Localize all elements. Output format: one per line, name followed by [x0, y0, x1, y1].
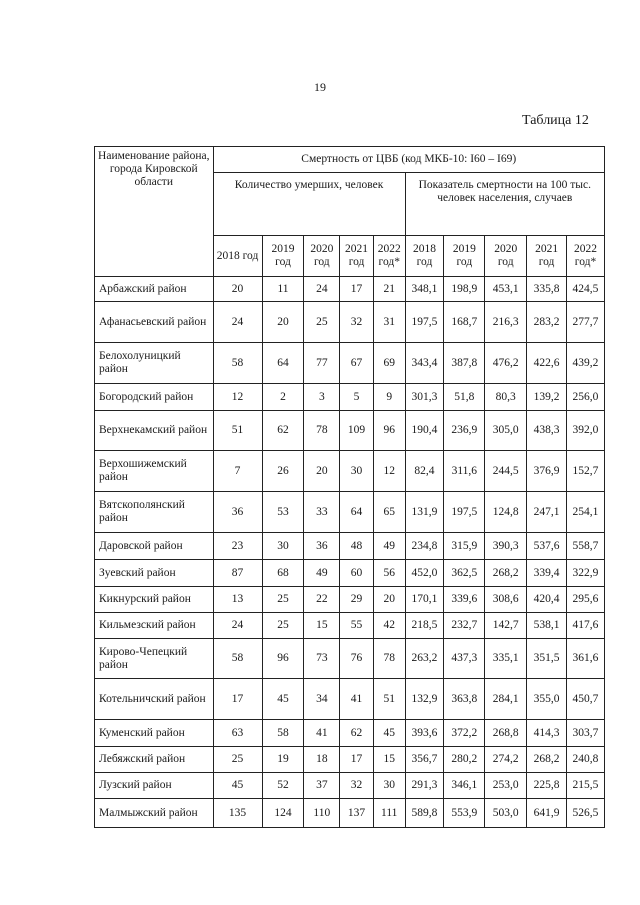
deaths-cell: 135 [213, 799, 262, 828]
rate-cell: 526,5 [566, 799, 604, 828]
header-year: 2022 год* [566, 236, 604, 277]
rate-cell: 348,1 [405, 277, 444, 302]
deaths-cell: 2 [262, 384, 304, 411]
deaths-cell: 41 [304, 720, 340, 747]
rate-cell: 343,4 [405, 343, 444, 384]
rate-cell: 339,6 [444, 587, 485, 613]
rate-cell: 305,0 [485, 411, 527, 451]
deaths-cell: 64 [340, 492, 374, 533]
rate-cell: 335,1 [485, 639, 527, 679]
table-row [95, 302, 605, 343]
rate-cell: 393,6 [405, 720, 444, 747]
deaths-cell: 17 [213, 679, 262, 720]
district-name: Верхнекамский район [95, 411, 214, 451]
rate-cell: 322,9 [566, 560, 604, 587]
deaths-cell: 58 [213, 639, 262, 679]
table-row [95, 451, 605, 492]
rate-cell: 268,8 [485, 720, 527, 747]
deaths-cell: 32 [340, 302, 374, 343]
deaths-cell: 32 [340, 773, 374, 799]
deaths-cell: 29 [340, 587, 374, 613]
table-row [95, 679, 605, 720]
rate-cell: 247,1 [527, 492, 567, 533]
deaths-cell: 56 [373, 560, 405, 587]
deaths-cell: 15 [304, 613, 340, 639]
deaths-cell: 55 [340, 613, 374, 639]
rate-cell: 438,3 [527, 411, 567, 451]
district-name: Даровской район [95, 533, 214, 560]
table-row [95, 560, 605, 587]
rate-cell: 268,2 [485, 560, 527, 587]
deaths-cell: 78 [373, 639, 405, 679]
rate-cell: 351,5 [527, 639, 567, 679]
district-name: Малмыжский район [95, 799, 214, 828]
deaths-cell: 49 [304, 560, 340, 587]
rate-cell: 450,7 [566, 679, 604, 720]
rate-cell: 372,2 [444, 720, 485, 747]
rate-cell: 476,2 [485, 343, 527, 384]
header-year: 2020 год [485, 236, 527, 277]
table-row [95, 720, 605, 747]
rate-cell: 641,9 [527, 799, 567, 828]
district-name: Кильмезский район [95, 613, 214, 639]
header-year: 2020 год [304, 236, 340, 277]
rate-cell: 553,9 [444, 799, 485, 828]
district-name: Кирово-Чепецкий район [95, 639, 214, 679]
header-year: 2018 год [213, 236, 262, 277]
table-row [95, 587, 605, 613]
rate-cell: 253,0 [485, 773, 527, 799]
rate-cell: 131,9 [405, 492, 444, 533]
deaths-cell: 25 [213, 747, 262, 773]
deaths-cell: 25 [262, 613, 304, 639]
deaths-cell: 24 [213, 613, 262, 639]
deaths-cell: 62 [262, 411, 304, 451]
rate-cell: 420,4 [527, 587, 567, 613]
rate-cell: 198,9 [444, 277, 485, 302]
deaths-cell: 12 [373, 451, 405, 492]
deaths-cell: 62 [340, 720, 374, 747]
deaths-cell: 31 [373, 302, 405, 343]
deaths-cell: 13 [213, 587, 262, 613]
rate-cell: 170,1 [405, 587, 444, 613]
header-year: 2018 год [405, 236, 444, 277]
table-row [95, 773, 605, 799]
deaths-cell: 49 [373, 533, 405, 560]
rate-cell: 363,8 [444, 679, 485, 720]
rate-cell: 291,3 [405, 773, 444, 799]
rate-cell: 190,4 [405, 411, 444, 451]
rate-cell: 284,1 [485, 679, 527, 720]
header-year: 2021 год [527, 236, 567, 277]
rate-cell: 422,6 [527, 343, 567, 384]
deaths-cell: 18 [304, 747, 340, 773]
table-row [95, 639, 605, 679]
rate-cell: 124,8 [485, 492, 527, 533]
deaths-cell: 30 [262, 533, 304, 560]
district-name: Вятскополянский район [95, 492, 214, 533]
deaths-cell: 58 [262, 720, 304, 747]
deaths-cell: 73 [304, 639, 340, 679]
rate-cell: 301,3 [405, 384, 444, 411]
deaths-cell: 9 [373, 384, 405, 411]
rate-cell: 132,9 [405, 679, 444, 720]
rate-cell: 339,4 [527, 560, 567, 587]
district-name: Арбажский район [95, 277, 214, 302]
rate-cell: 311,6 [444, 451, 485, 492]
rate-cell: 232,7 [444, 613, 485, 639]
deaths-cell: 20 [213, 277, 262, 302]
deaths-cell: 30 [340, 451, 374, 492]
rate-cell: 361,6 [566, 639, 604, 679]
deaths-cell: 23 [213, 533, 262, 560]
deaths-cell: 15 [373, 747, 405, 773]
deaths-cell: 76 [340, 639, 374, 679]
deaths-cell: 110 [304, 799, 340, 828]
deaths-cell: 65 [373, 492, 405, 533]
rate-cell: 439,2 [566, 343, 604, 384]
header-name-column: Наименование района, города Кировской области [95, 147, 214, 277]
deaths-cell: 20 [262, 302, 304, 343]
table-row [95, 492, 605, 533]
rate-cell: 280,2 [444, 747, 485, 773]
rate-cell: 80,3 [485, 384, 527, 411]
deaths-cell: 60 [340, 560, 374, 587]
rate-cell: 216,3 [485, 302, 527, 343]
header-rate: Показатель смертности на 100 тыс. человек населения, случаев [405, 173, 604, 236]
header-year: 2019 год [444, 236, 485, 277]
district-name: Афанасьевский район [95, 302, 214, 343]
rate-cell: 452,0 [405, 560, 444, 587]
deaths-cell: 17 [340, 747, 374, 773]
deaths-cell: 77 [304, 343, 340, 384]
deaths-cell: 68 [262, 560, 304, 587]
page-number: 19 [314, 80, 326, 94]
deaths-cell: 21 [373, 277, 405, 302]
rate-cell: 503,0 [485, 799, 527, 828]
district-name: Белохолуницкий район [95, 343, 214, 384]
rate-cell: 295,6 [566, 587, 604, 613]
rate-cell: 168,7 [444, 302, 485, 343]
deaths-cell: 7 [213, 451, 262, 492]
district-name: Куменский район [95, 720, 214, 747]
rate-cell: 390,3 [485, 533, 527, 560]
rate-cell: 197,5 [405, 302, 444, 343]
rate-cell: 335,8 [527, 277, 567, 302]
deaths-cell: 30 [373, 773, 405, 799]
deaths-cell: 11 [262, 277, 304, 302]
deaths-cell: 78 [304, 411, 340, 451]
rate-cell: 197,5 [444, 492, 485, 533]
deaths-cell: 51 [213, 411, 262, 451]
deaths-cell: 87 [213, 560, 262, 587]
deaths-cell: 24 [304, 277, 340, 302]
rate-cell: 215,5 [566, 773, 604, 799]
deaths-cell: 137 [340, 799, 374, 828]
rate-cell: 263,2 [405, 639, 444, 679]
deaths-cell: 36 [213, 492, 262, 533]
rate-cell: 356,7 [405, 747, 444, 773]
rate-cell: 453,1 [485, 277, 527, 302]
deaths-cell: 124 [262, 799, 304, 828]
rate-cell: 152,7 [566, 451, 604, 492]
deaths-cell: 58 [213, 343, 262, 384]
rate-cell: 82,4 [405, 451, 444, 492]
rate-cell: 315,9 [444, 533, 485, 560]
rate-cell: 589,8 [405, 799, 444, 828]
table-row [95, 411, 605, 451]
deaths-cell: 3 [304, 384, 340, 411]
rate-cell: 268,2 [527, 747, 567, 773]
deaths-cell: 12 [213, 384, 262, 411]
district-name: Зуевский район [95, 560, 214, 587]
deaths-cell: 111 [373, 799, 405, 828]
deaths-cell: 63 [213, 720, 262, 747]
rate-cell: 392,0 [566, 411, 604, 451]
deaths-cell: 34 [304, 679, 340, 720]
deaths-cell: 41 [340, 679, 374, 720]
table-row [95, 343, 605, 384]
rate-cell: 308,6 [485, 587, 527, 613]
rate-cell: 303,7 [566, 720, 604, 747]
district-name: Лебяжский район [95, 747, 214, 773]
rate-cell: 225,8 [527, 773, 567, 799]
deaths-cell: 24 [213, 302, 262, 343]
header-deaths: Количество умерших, человек [213, 173, 405, 236]
table-row [95, 613, 605, 639]
district-name: Богородский район [95, 384, 214, 411]
header-year: 2019 год [262, 236, 304, 277]
deaths-cell: 19 [262, 747, 304, 773]
deaths-cell: 42 [373, 613, 405, 639]
deaths-cell: 67 [340, 343, 374, 384]
header-year: 2022 год* [373, 236, 405, 277]
rate-cell: 355,0 [527, 679, 567, 720]
rate-cell: 139,2 [527, 384, 567, 411]
deaths-cell: 96 [262, 639, 304, 679]
rate-cell: 234,8 [405, 533, 444, 560]
rate-cell: 376,9 [527, 451, 567, 492]
deaths-cell: 48 [340, 533, 374, 560]
deaths-cell: 5 [340, 384, 374, 411]
deaths-cell: 51 [373, 679, 405, 720]
deaths-cell: 37 [304, 773, 340, 799]
header-main: Смертность от ЦВБ (код МКБ-10: I60 – I69) [213, 147, 604, 173]
rate-cell: 417,6 [566, 613, 604, 639]
rate-cell: 277,7 [566, 302, 604, 343]
district-name: Верхошижемский район [95, 451, 214, 492]
rate-cell: 437,3 [444, 639, 485, 679]
rate-cell: 346,1 [444, 773, 485, 799]
rate-cell: 218,5 [405, 613, 444, 639]
district-name: Кикнурский район [95, 587, 214, 613]
deaths-cell: 45 [262, 679, 304, 720]
rate-cell: 142,7 [485, 613, 527, 639]
rate-cell: 274,2 [485, 747, 527, 773]
deaths-cell: 25 [304, 302, 340, 343]
rate-cell: 387,8 [444, 343, 485, 384]
table-row [95, 533, 605, 560]
table-row [95, 799, 605, 828]
deaths-cell: 109 [340, 411, 374, 451]
rate-cell: 256,0 [566, 384, 604, 411]
header-year: 2021 год [340, 236, 374, 277]
deaths-cell: 52 [262, 773, 304, 799]
rate-cell: 51,8 [444, 384, 485, 411]
rate-cell: 424,5 [566, 277, 604, 302]
rate-cell: 254,1 [566, 492, 604, 533]
rate-cell: 244,5 [485, 451, 527, 492]
rate-cell: 240,8 [566, 747, 604, 773]
deaths-cell: 26 [262, 451, 304, 492]
deaths-cell: 33 [304, 492, 340, 533]
rate-cell: 538,1 [527, 613, 567, 639]
table-row [95, 747, 605, 773]
rate-cell: 362,5 [444, 560, 485, 587]
rate-cell: 414,3 [527, 720, 567, 747]
deaths-cell: 69 [373, 343, 405, 384]
deaths-cell: 36 [304, 533, 340, 560]
deaths-cell: 20 [304, 451, 340, 492]
deaths-cell: 96 [373, 411, 405, 451]
rate-cell: 283,2 [527, 302, 567, 343]
deaths-cell: 20 [373, 587, 405, 613]
rate-cell: 537,6 [527, 533, 567, 560]
table-row [95, 384, 605, 411]
deaths-cell: 53 [262, 492, 304, 533]
table-row [95, 277, 605, 302]
district-name: Лузский район [95, 773, 214, 799]
table-caption: Таблица 12 [522, 113, 589, 128]
rate-cell: 558,7 [566, 533, 604, 560]
rate-cell: 236,9 [444, 411, 485, 451]
deaths-cell: 64 [262, 343, 304, 384]
deaths-cell: 22 [304, 587, 340, 613]
mortality-table [94, 146, 605, 828]
deaths-cell: 45 [373, 720, 405, 747]
deaths-cell: 17 [340, 277, 374, 302]
district-name: Котельничский район [95, 679, 214, 720]
deaths-cell: 45 [213, 773, 262, 799]
deaths-cell: 25 [262, 587, 304, 613]
